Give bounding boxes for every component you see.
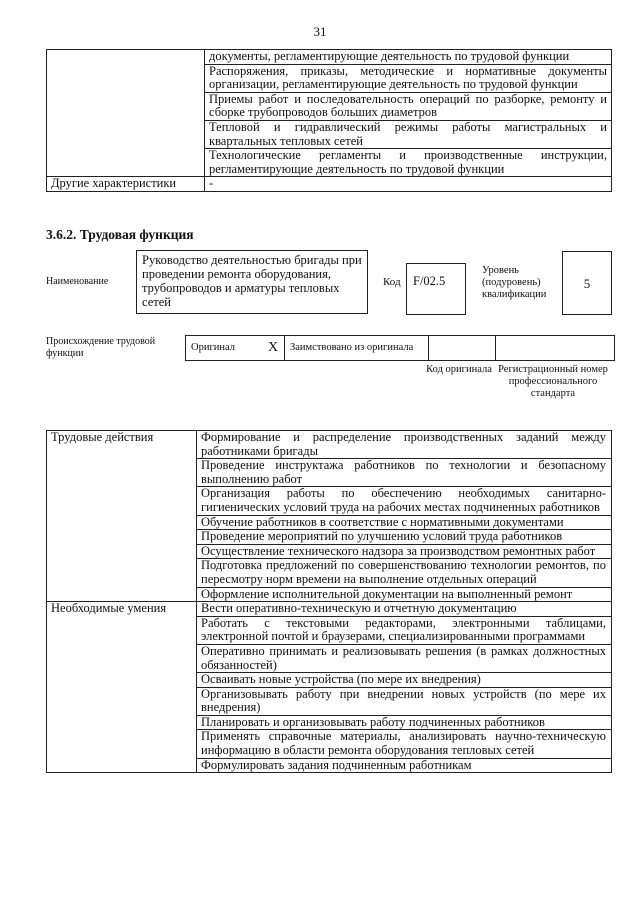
table-cell: Формирование и распределение производственных заданий между работниками бригады bbox=[197, 431, 612, 459]
table-cell: Обучение работников в соответствие с нормативными документами bbox=[197, 515, 612, 530]
original-mark: X bbox=[262, 336, 285, 361]
table-cell: Тепловой и гидравлический режимы работы магистральных и квартальных тепловых сетей bbox=[205, 120, 612, 148]
table-cell: Подготовка предложений по совершенствованию технологии ремонтов, по пересмотру норм времени на выполнение отдельных операций bbox=[197, 559, 612, 587]
qualification-level-box: 5 bbox=[562, 251, 612, 315]
table-cell: Оперативно принимать и реализовывать решения (в рамках должностных обязанностей) bbox=[197, 644, 612, 672]
table-cell: документы, регламентирующие деятельность по трудовой функции bbox=[205, 50, 612, 65]
table-cell: Организовывать работу при внедрении новых устройств (по мере их внедрения) bbox=[197, 687, 612, 715]
table-cell: Проведение инструктажа работников по технологии и безопасному выполнению работ bbox=[197, 459, 612, 487]
table-cell: Приемы работ и последовательность операций по разборке, ремонту и сборке трубопроводов больших диаметров bbox=[205, 92, 612, 120]
other-characteristics-value: - bbox=[205, 177, 612, 192]
name-label: Наименование bbox=[46, 276, 109, 287]
knowledge-continuation-table bbox=[46, 49, 612, 192]
table-row bbox=[47, 92, 612, 120]
original-label: Оригинал bbox=[186, 336, 263, 361]
table-cell: Проведение мероприятий по улучшению условий труда работников bbox=[197, 530, 612, 545]
table-cell: Формулировать задания подчиненным работникам bbox=[197, 758, 612, 773]
table-cell-empty bbox=[47, 120, 205, 148]
other-characteristics-label: Другие характеристики bbox=[47, 177, 205, 192]
required-skills-label: Необходимые умения bbox=[47, 602, 197, 773]
registration-number-label: Регистрационный номер профессионального стандарта bbox=[498, 364, 608, 399]
table-cell-empty bbox=[47, 92, 205, 120]
original-code-label: Код оригинала bbox=[426, 364, 492, 375]
table-cell: Осуществление технического надзора за производством ремонтных работ bbox=[197, 544, 612, 559]
table-row bbox=[47, 431, 612, 459]
origin-table bbox=[185, 335, 615, 361]
table-cell-empty bbox=[47, 149, 205, 177]
table-cell: Технологические регламенты и производственные инструкции, регламентирующие деятельность по трудовой функции bbox=[205, 149, 612, 177]
labor-actions-label: Трудовые действия bbox=[47, 431, 197, 602]
page-number: 31 bbox=[313, 24, 327, 39]
table-cell: Осваивать новые устройства (по мере их внедрения) bbox=[197, 673, 612, 688]
borrowed-label: Заимствовано из оригинала bbox=[285, 336, 429, 361]
table-cell: Распоряжения, приказы, методические и нормативные документы организации, регламентирующие деятельность по трудовой функции bbox=[205, 64, 612, 92]
table-row bbox=[47, 149, 612, 177]
table-cell: Организация работы по обеспечению необходимых санитарно-гигиенических условий труда на рабочих местах подчиненных работников bbox=[197, 487, 612, 515]
table-cell: Работать с текстовыми редакторами, электронными таблицами, электронной почтой и браузерами, специализированными программами bbox=[197, 616, 612, 644]
table-row bbox=[186, 336, 615, 361]
original-code-cell bbox=[429, 336, 496, 361]
table-row bbox=[47, 120, 612, 148]
table-cell-empty bbox=[47, 50, 205, 65]
code-box: F/02.5 bbox=[406, 263, 466, 315]
function-name-box: Руководство деятельностью бригады при проведении ремонта оборудования, трубопроводов и арматуры тепловых сетей bbox=[136, 250, 368, 314]
table-cell: Вести оперативно-техническую и отчетную документацию bbox=[197, 602, 612, 617]
qualification-level-label: Уровень (подуровень) квалификации bbox=[482, 265, 547, 300]
table-cell-empty bbox=[47, 64, 205, 92]
table-cell: Применять справочные материалы, анализировать научно-техническую информацию в области ремонта оборудования тепловых сетей bbox=[197, 730, 612, 758]
registration-number-cell bbox=[496, 336, 615, 361]
section-heading: 3.6.2. Трудовая функция bbox=[46, 227, 194, 242]
code-label: Код bbox=[383, 276, 401, 288]
origin-label: Происхождение трудовой функции bbox=[46, 336, 156, 359]
labor-function-table bbox=[46, 430, 612, 773]
table-row bbox=[47, 64, 612, 92]
table-row bbox=[47, 602, 612, 617]
table-cell: Оформление исполнительной документации на выполненный ремонт bbox=[197, 587, 612, 602]
table-cell: Планировать и организовывать работу подчиненных работников bbox=[197, 715, 612, 730]
table-row bbox=[47, 50, 612, 65]
table-row bbox=[47, 177, 612, 192]
